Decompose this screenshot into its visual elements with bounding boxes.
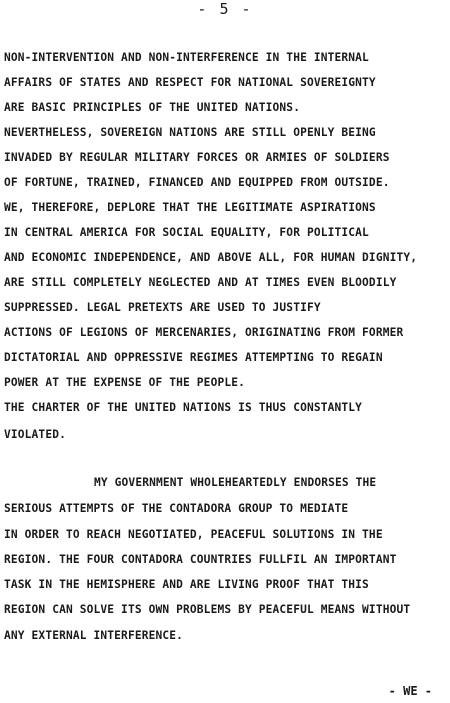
paragraph-1-line: VIOLATED.: [4, 428, 66, 441]
paragraph-1-line: POWER AT THE EXPENSE OF THE PEOPLE.: [4, 376, 245, 389]
paragraph-1-line: SUPPRESSED. LEGAL PRETEXTS ARE USED TO JUSTIFY: [4, 301, 321, 314]
continuation-marker: - WE -: [388, 684, 432, 698]
page-number: - 5 -: [197, 0, 253, 18]
paragraph-1-line: ARE STILL COMPLETELY NEGLECTED AND AT TIMES EVEN BLOODILY: [4, 276, 397, 289]
paragraph-1-line: ARE BASIC PRINCIPLES OF THE UNITED NATIONS.: [4, 101, 301, 114]
paragraph-1-line: THE CHARTER OF THE UNITED NATIONS IS THUS CONSTANTLY: [4, 401, 363, 414]
paragraph-1-line: IN CENTRAL AMERICA FOR SOCIAL EQUALITY, FOR POLITICAL: [4, 226, 369, 239]
paragraph-2-line: IN ORDER TO REACH NEGOTIATED, PEACEFUL SOLUTIONS IN THE: [4, 528, 383, 541]
paragraph-2-line: ANY EXTERNAL INTERFERENCE.: [4, 629, 184, 642]
paragraph-1-line: AND ECONOMIC INDEPENDENCE, AND ABOVE ALL, FOR HUMAN DIGNITY,: [4, 251, 418, 264]
paragraph-1-line: NEVERTHELESS, SOVEREIGN NATIONS ARE STILL OPENLY BEING: [4, 126, 376, 139]
paragraph-1-line: WE, THEREFORE, DEPLORE THAT THE LEGITIMATE ASPIRATIONS: [4, 201, 376, 214]
paragraph-2-line: MY GOVERNMENT WHOLEHEARTEDLY ENDORSES THE: [94, 476, 377, 489]
paragraph-1-line: DICTATORIAL AND OPPRESSIVE REGIMES ATTEMPTING TO REGAIN: [4, 351, 383, 364]
paragraph-1-line: NON-INTERVENTION AND NON-INTERFERENCE IN THE INTERNAL: [4, 51, 369, 64]
paragraph-2-line: TASK IN THE HEMISPHERE AND ARE LIVING PROOF THAT THIS: [4, 578, 369, 591]
paragraph-1-line: ACTIONS OF LEGIONS OF MERCENARIES, ORIGINATING FROM FORMER: [4, 326, 404, 339]
paragraph-2-line: SERIOUS ATTEMPTS OF THE CONTADORA GROUP TO MEDIATE: [4, 502, 349, 515]
paragraph-1-line: INVADED BY REGULAR MILITARY FORCES OR ARMIES OF SOLDIERS: [4, 151, 390, 164]
paragraph-1-line: AFFAIRS OF STATES AND RESPECT FOR NATIONAL SOVEREIGNTY: [4, 76, 376, 89]
paragraph-2-line: REGION CAN SOLVE ITS OWN PROBLEMS BY PEACEFUL MEANS WITHOUT: [4, 603, 411, 616]
paragraph-2-line: REGION. THE FOUR CONTADORA COUNTRIES FULLFIL AN IMPORTANT: [4, 553, 397, 566]
paragraph-1-line: OF FORTUNE, TRAINED, FINANCED AND EQUIPPED FROM OUTSIDE.: [4, 176, 390, 189]
